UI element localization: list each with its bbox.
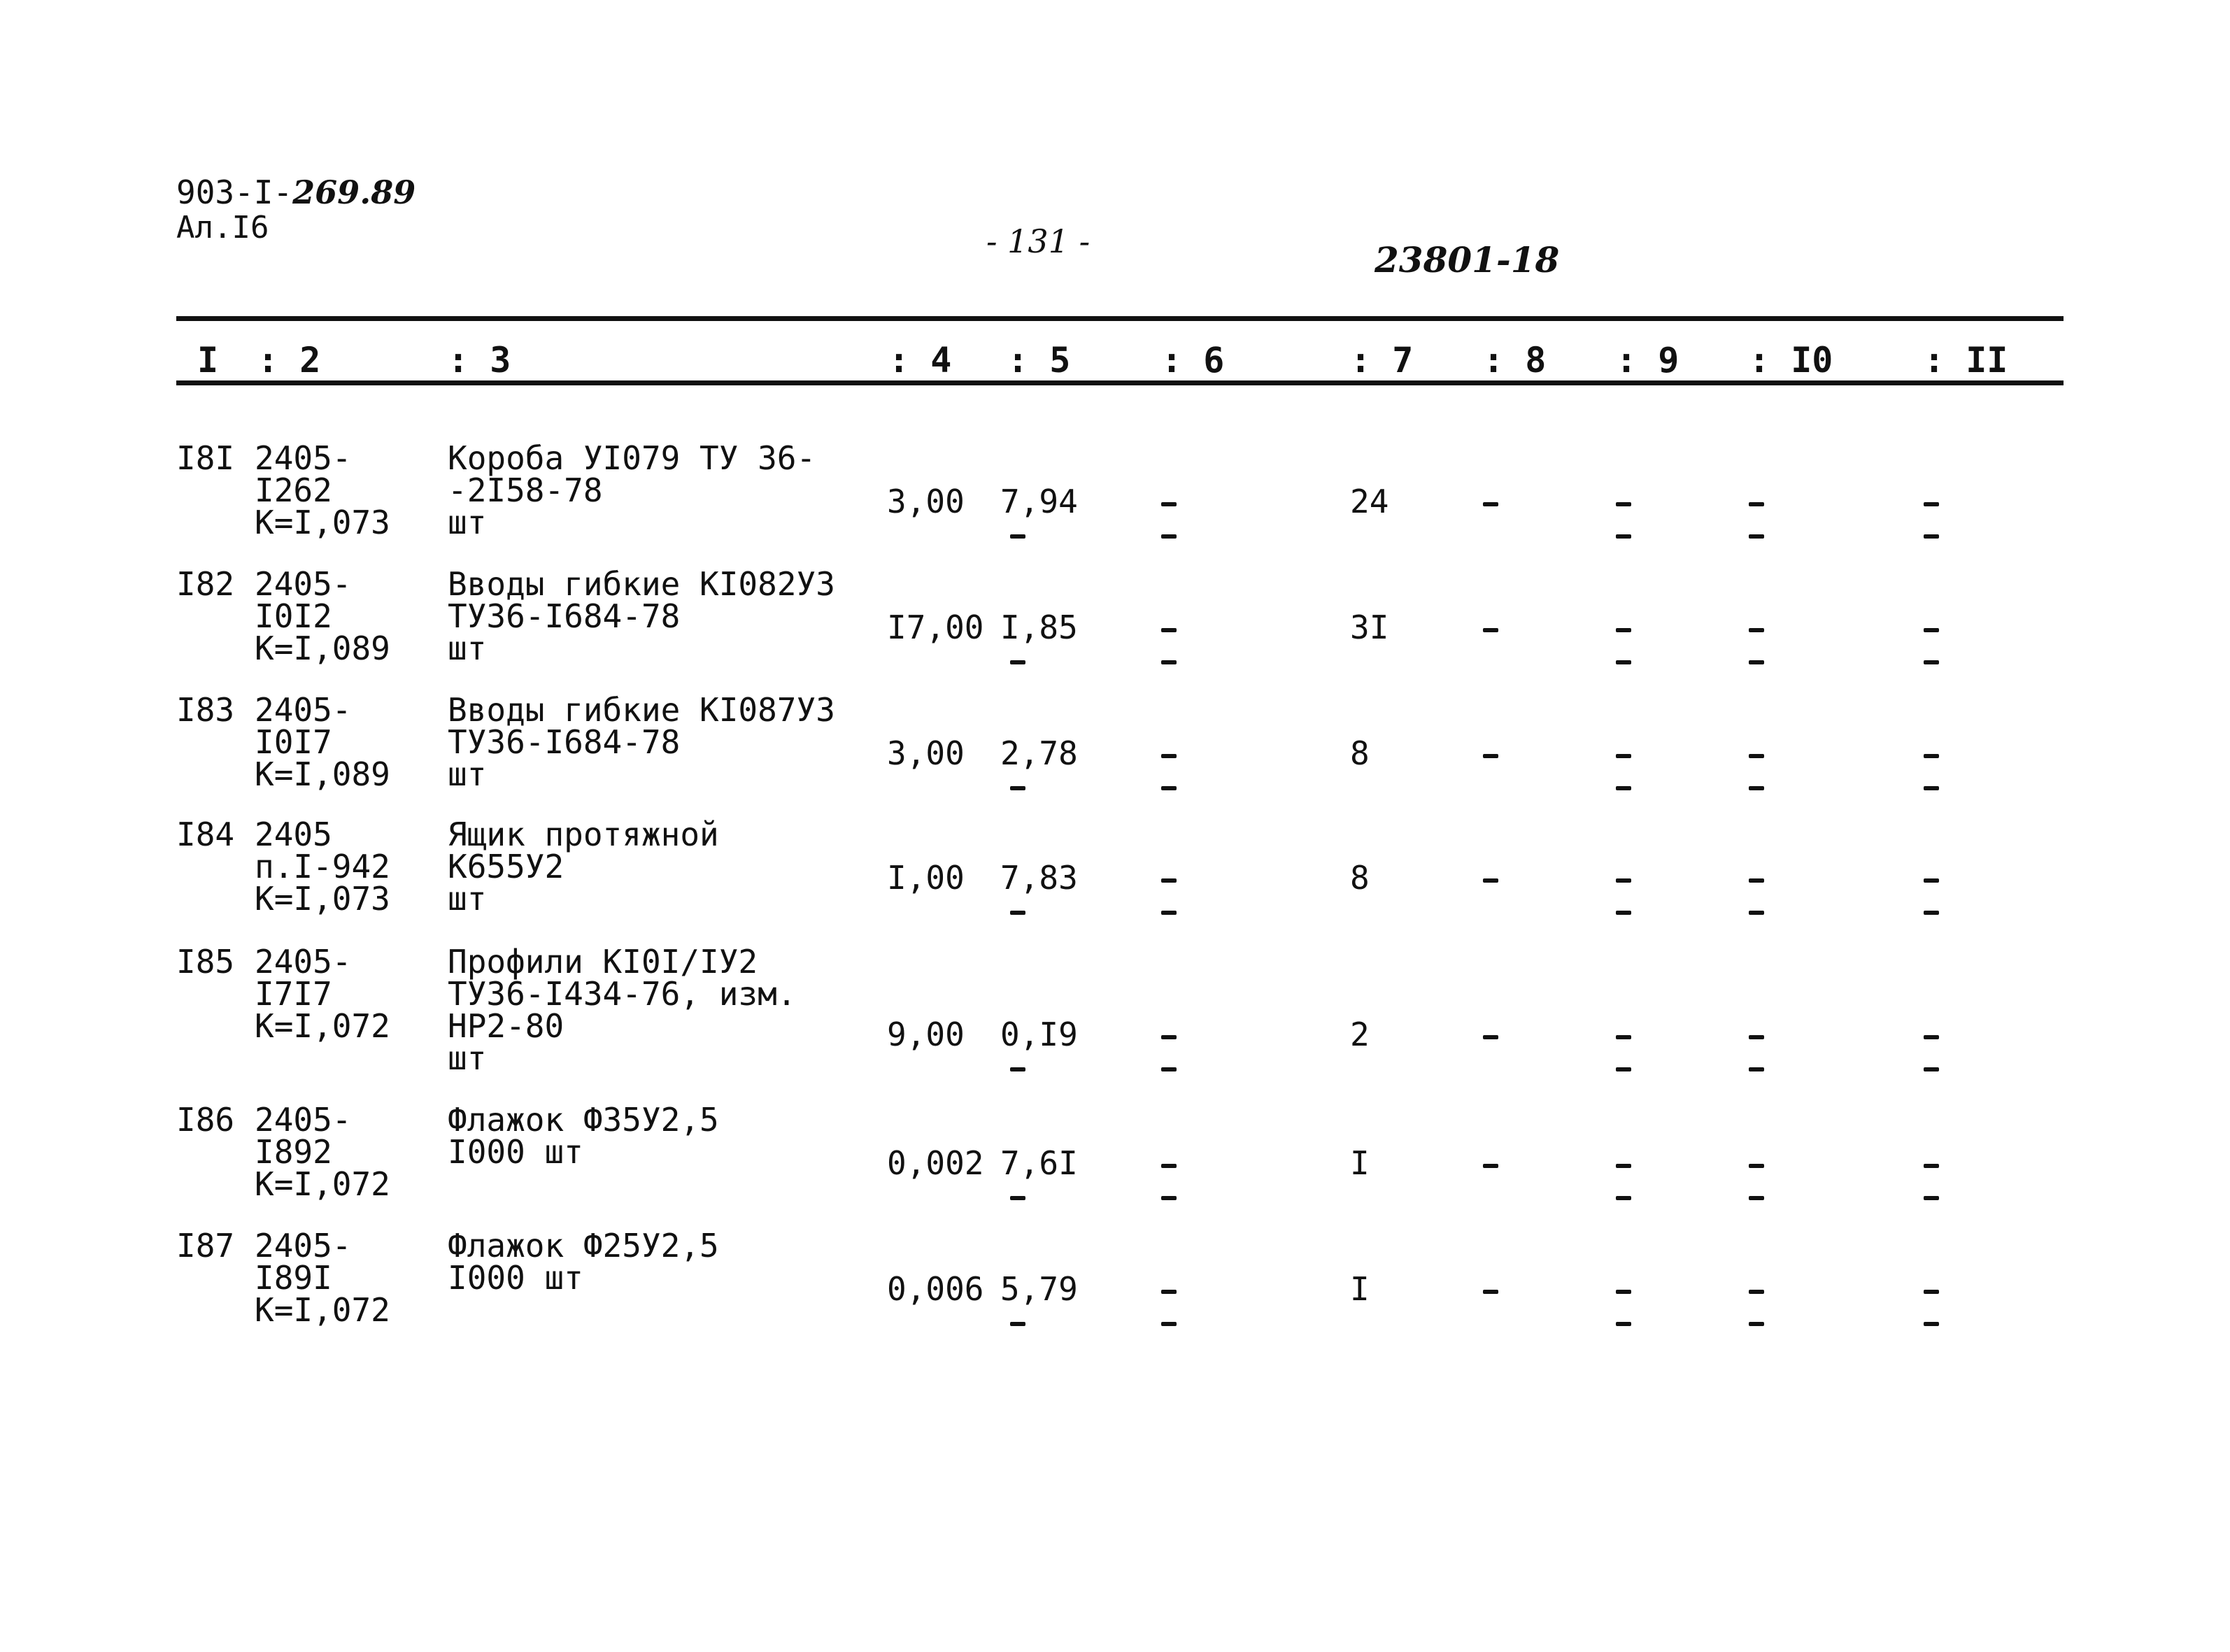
price-value: 7,94: [1000, 483, 1078, 520]
column-10-dash: [1749, 1164, 1764, 1168]
column-10-dash: [1749, 1196, 1764, 1200]
price-value: I,85: [1000, 608, 1078, 646]
column-10-dash: [1749, 628, 1764, 632]
column-10-dash: [1749, 754, 1764, 758]
column-header-4: : 4: [888, 340, 952, 380]
item-code-line: 2405-: [255, 943, 352, 981]
description-line: Вводы гибкие КI087УЗ: [448, 691, 835, 729]
description-line: I000 шт: [448, 1133, 583, 1171]
description-line: шт: [448, 504, 487, 541]
item-code-line: I0I7: [255, 723, 332, 761]
item-code-line: I7I7: [255, 975, 332, 1013]
column-header-11: : II: [1924, 340, 2008, 380]
column-8-dash: [1483, 628, 1498, 632]
column-6-dash: [1161, 628, 1177, 632]
quantity-value: 0,006: [887, 1270, 984, 1308]
column-9-dash: [1616, 1322, 1631, 1326]
item-code-line: I89I: [255, 1259, 332, 1297]
column-header-2: : 2: [257, 340, 321, 380]
column-10-dash: [1749, 534, 1764, 539]
description-line: Ящик протяжной: [448, 816, 719, 853]
description-line: -2I58-78: [448, 471, 603, 509]
column-5-dash: [1010, 1196, 1025, 1200]
column-11-dash: [1924, 878, 1939, 883]
column-9-dash: [1616, 911, 1631, 915]
description-line: шт: [448, 629, 487, 667]
column-8-dash: [1483, 1164, 1498, 1168]
column-10-dash: [1749, 1290, 1764, 1294]
column-11-dash: [1924, 660, 1939, 664]
column-5-dash: [1010, 1067, 1025, 1071]
price-value: 0,I9: [1000, 1016, 1078, 1053]
column-5-dash: [1010, 660, 1025, 664]
column-7-value: 2: [1350, 1016, 1370, 1053]
column-9-dash: [1616, 1164, 1631, 1168]
item-code-line: 2405-: [255, 439, 352, 477]
item-code-line: 2405-: [255, 1101, 352, 1139]
quantity-value: 0,002: [887, 1144, 984, 1182]
row-number: I83: [176, 691, 235, 729]
column-header-1: I: [197, 340, 219, 380]
price-value: 5,79: [1000, 1270, 1078, 1308]
quantity-value: 3,00: [887, 734, 965, 772]
item-code-line: 2405: [255, 816, 332, 853]
quantity-value: I7,00: [887, 608, 984, 646]
column-10-dash: [1749, 502, 1764, 506]
item-code-line: К=I,072: [255, 1291, 390, 1329]
column-9-dash: [1616, 786, 1631, 790]
column-10-dash: [1749, 660, 1764, 664]
column-11-dash: [1924, 502, 1939, 506]
column-11-dash: [1924, 1290, 1939, 1294]
description-line: Флажок Ф35У2,5: [448, 1101, 719, 1139]
description-line: К655У2: [448, 848, 564, 885]
column-10-dash: [1749, 1322, 1764, 1326]
column-6-dash: [1161, 1196, 1177, 1200]
item-code-line: п.I-942: [255, 848, 390, 885]
row-number: I82: [176, 565, 235, 603]
column-6-dash: [1161, 1322, 1177, 1326]
column-11-dash: [1924, 1067, 1939, 1071]
column-10-dash: [1749, 878, 1764, 883]
column-11-dash: [1924, 1196, 1939, 1200]
column-7-value: 8: [1350, 734, 1370, 772]
column-6-dash: [1161, 1067, 1177, 1071]
item-code-line: К=I,073: [255, 880, 390, 918]
column-5-dash: [1010, 911, 1025, 915]
item-code-line: I0I2: [255, 597, 332, 635]
header-bottom-rule: [176, 380, 2064, 385]
column-6-dash: [1161, 660, 1177, 664]
column-header-9: : 9: [1616, 340, 1679, 380]
quantity-value: 9,00: [887, 1016, 965, 1053]
column-header-6: : 6: [1161, 340, 1225, 380]
page-number: - 131 -: [986, 222, 1091, 260]
document-code: [176, 173, 416, 211]
sheet-label: Ал.I6: [176, 210, 269, 245]
description-line: ТУ36-I684-78: [448, 723, 681, 761]
column-9-dash: [1616, 502, 1631, 506]
column-9-dash: [1616, 1067, 1631, 1071]
column-header-3: : 3: [448, 340, 511, 380]
item-code-line: 2405-: [255, 1227, 352, 1265]
description-line: Короба УI079 ТУ 36-: [448, 439, 816, 477]
description-line: шт: [448, 755, 487, 793]
column-6-dash: [1161, 786, 1177, 790]
description-line: Флажок Ф25У2,5: [448, 1227, 719, 1265]
description-line: шт: [448, 880, 487, 918]
column-9-dash: [1616, 628, 1631, 632]
item-code-line: I262: [255, 471, 332, 509]
column-11-dash: [1924, 754, 1939, 758]
column-6-dash: [1161, 878, 1177, 883]
description-line: НР2-80: [448, 1007, 564, 1045]
row-number: I84: [176, 816, 235, 853]
column-8-dash: [1483, 502, 1498, 506]
archive-number: 23801-18: [1375, 239, 1560, 280]
column-7-value: I: [1350, 1270, 1370, 1308]
description-line: Профили КI0I/IУ2: [448, 943, 758, 981]
column-7-value: I: [1350, 1144, 1370, 1182]
column-header-5: : 5: [1007, 340, 1071, 380]
column-11-dash: [1924, 628, 1939, 632]
column-6-dash: [1161, 911, 1177, 915]
column-6-dash: [1161, 754, 1177, 758]
description-line: I000 шт: [448, 1259, 583, 1297]
column-7-value: 8: [1350, 859, 1370, 897]
item-code-line: К=I,089: [255, 755, 390, 793]
column-10-dash: [1749, 1067, 1764, 1071]
item-code-line: К=I,072: [255, 1007, 390, 1045]
column-5-dash: [1010, 1322, 1025, 1326]
price-value: 2,78: [1000, 734, 1078, 772]
row-number: I85: [176, 943, 235, 981]
price-value: 7,83: [1000, 859, 1078, 897]
column-11-dash: [1924, 1035, 1939, 1039]
row-number: I86: [176, 1101, 235, 1139]
item-code-line: 2405-: [255, 565, 352, 603]
column-10-dash: [1749, 786, 1764, 790]
column-10-dash: [1749, 911, 1764, 915]
column-5-dash: [1010, 534, 1025, 539]
column-8-dash: [1483, 878, 1498, 883]
column-6-dash: [1161, 534, 1177, 539]
column-9-dash: [1616, 878, 1631, 883]
column-8-dash: [1483, 754, 1498, 758]
column-11-dash: [1924, 534, 1939, 539]
column-8-dash: [1483, 1035, 1498, 1039]
column-header-8: : 8: [1483, 340, 1547, 380]
column-9-dash: [1616, 1035, 1631, 1039]
column-10-dash: [1749, 1035, 1764, 1039]
column-6-dash: [1161, 1164, 1177, 1168]
column-11-dash: [1924, 1322, 1939, 1326]
description-line: шт: [448, 1039, 487, 1077]
column-11-dash: [1924, 786, 1939, 790]
quantity-value: 3,00: [887, 483, 965, 520]
item-code-line: К=I,072: [255, 1165, 390, 1203]
document-code-handwritten: 269.89: [292, 173, 416, 211]
column-6-dash: [1161, 502, 1177, 506]
column-7-value: 3I: [1350, 608, 1389, 646]
column-8-dash: [1483, 1290, 1498, 1294]
column-11-dash: [1924, 911, 1939, 915]
column-5-dash: [1010, 786, 1025, 790]
column-6-dash: [1161, 1290, 1177, 1294]
column-7-value: 24: [1350, 483, 1389, 520]
column-9-dash: [1616, 1290, 1631, 1294]
column-9-dash: [1616, 754, 1631, 758]
column-9-dash: [1616, 660, 1631, 664]
item-code-line: К=I,073: [255, 504, 390, 541]
column-9-dash: [1616, 534, 1631, 539]
description-line: Вводы гибкие КI082УЗ: [448, 565, 835, 603]
price-value: 7,6I: [1000, 1144, 1078, 1182]
description-line: ТУ36-I684-78: [448, 597, 681, 635]
item-code-line: 2405-: [255, 691, 352, 729]
column-header-10: : I0: [1749, 340, 1833, 380]
description-line: ТУ36-I434-76, изм.: [448, 975, 797, 1013]
column-9-dash: [1616, 1196, 1631, 1200]
quantity-value: I,00: [887, 859, 965, 897]
row-number: I8I: [176, 439, 235, 477]
document-code-prefix: 903-I-: [176, 173, 293, 211]
item-code-line: I892: [255, 1133, 332, 1171]
column-header-7: : 7: [1350, 340, 1414, 380]
column-6-dash: [1161, 1035, 1177, 1039]
row-number: I87: [176, 1227, 235, 1265]
header-top-rule: [176, 316, 2064, 321]
column-11-dash: [1924, 1164, 1939, 1168]
item-code-line: К=I,089: [255, 629, 390, 667]
